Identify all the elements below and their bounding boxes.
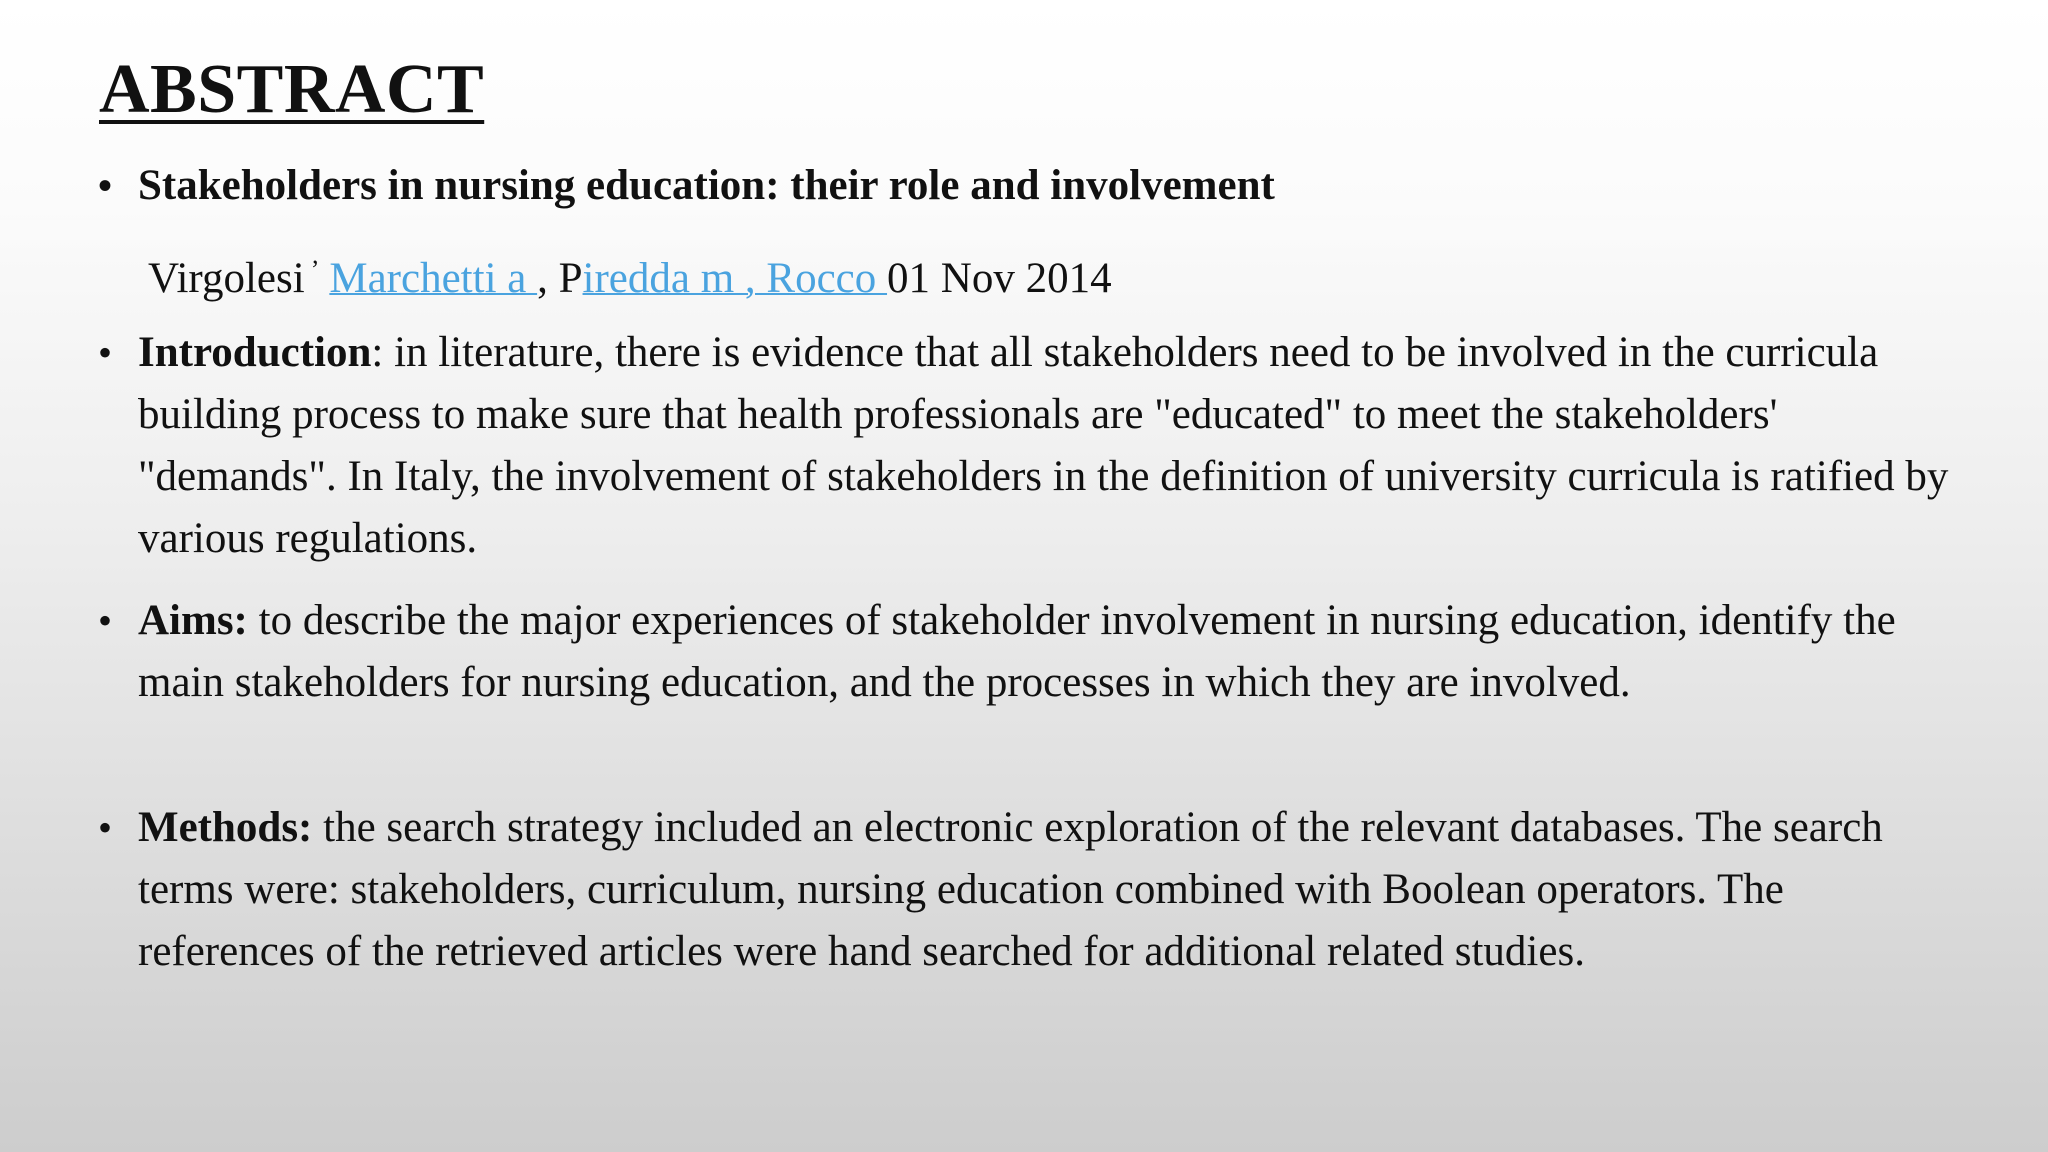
author-mark: ’ (310, 255, 320, 284)
methods-bullet (98, 797, 1968, 983)
paper-title-bullet (98, 155, 1968, 217)
author-separator: , P (537, 255, 583, 302)
introduction-text: : in literature, there is evidence that all stakeholders need to be involved in the curricula building process to make sure that health professionals are "educated" to meet the stakeholders' "demands". In Italy, the involvement of stakeholders in the definition of university curricula is ratified by various regulations. (138, 329, 1949, 562)
methods-label: Methods: (138, 804, 313, 851)
aims-text: to describe the major experiences of stakeholder involvement in nursing education, identify the main stakeholders for nursing education, and the processes in which they are involved. (138, 597, 1896, 706)
bullet-dot-icon: • (98, 805, 113, 850)
methods-text: the search strategy included an electronic exploration of the relevant databases. The search terms were: stakeholders, curriculum, nursing education combined with Boolean operators. The references of the retrieved articles were hand searched for additional related studies. (138, 804, 1883, 975)
slide-title: ABSTRACT (99, 51, 485, 128)
introduction-label: Introduction (138, 329, 372, 376)
bullet-dot-icon: • (98, 163, 113, 208)
author-link-piredda-rocco[interactable]: iredda m , Rocco (582, 255, 888, 302)
author-first: Virgolesi (148, 255, 305, 302)
publication-date: 01 Nov 2014 (887, 255, 1112, 302)
bullet-dot-icon: • (98, 330, 113, 375)
aims-bullet (98, 590, 1968, 714)
aims-label: Aims: (138, 597, 248, 644)
introduction-bullet (98, 322, 1968, 570)
paper-title: Stakeholders in nursing education: their role and involvement (138, 162, 1275, 209)
authors-line (148, 239, 1112, 310)
author-link-marchetti[interactable]: Marchetti a (329, 255, 538, 302)
bullet-dot-icon: • (98, 598, 113, 643)
